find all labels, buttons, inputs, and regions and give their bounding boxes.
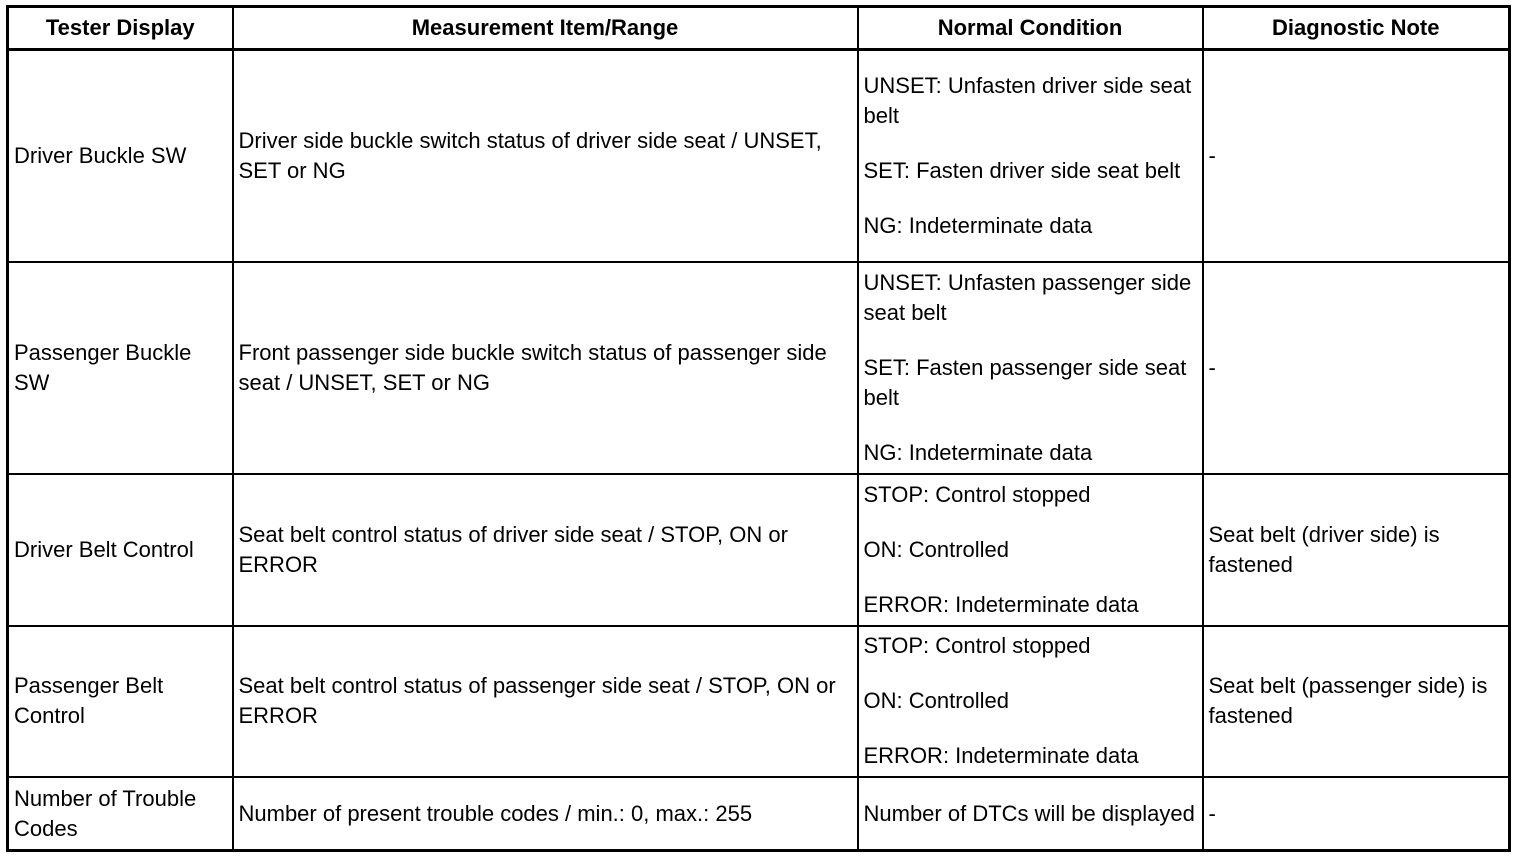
condition-line: UNSET: Unfasten passenger side seat belt	[863, 270, 1192, 326]
condition-line: SET: Fasten passenger side seat belt	[863, 355, 1187, 411]
table-row	[8, 262, 1510, 474]
header-measurement-item-range: Measurement Item/Range	[233, 7, 858, 50]
condition-line: UNSET: Unfasten driver side seat belt	[863, 73, 1192, 129]
table-row	[8, 626, 1510, 778]
condition-line: STOP: Control stopped	[863, 633, 1091, 659]
tester-display-cell: Passenger Belt Control	[8, 626, 233, 778]
table-row	[8, 474, 1510, 626]
header-diagnostic-note: Diagnostic Note	[1203, 7, 1510, 50]
header-row	[8, 7, 1510, 50]
diagnostic-note-cell: -	[1203, 50, 1510, 263]
tester-display-cell: Number of Trouble Codes	[8, 777, 233, 850]
diagnostic-note-cell: -	[1203, 262, 1510, 474]
tester-display-cell: Driver Buckle SW	[8, 50, 233, 263]
diagnostic-data-table	[6, 5, 1511, 852]
normal-condition-cell	[858, 777, 1203, 850]
normal-condition-cell	[858, 474, 1203, 626]
normal-condition-cell	[858, 262, 1203, 474]
header-tester-display: Tester Display	[8, 7, 233, 50]
condition-line: STOP: Control stopped	[863, 481, 1091, 507]
condition-line: ON: Controlled	[863, 688, 1010, 714]
normal-condition-cell	[858, 626, 1203, 778]
condition-line: SET: Fasten driver side seat belt	[863, 158, 1181, 184]
measurement-cell: Driver side buckle switch status of driver side seat / UNSET, SET or NG	[233, 50, 858, 263]
diagnostic-note-cell: -	[1203, 777, 1510, 850]
measurement-cell: Seat belt control status of passenger side seat / STOP, ON or ERROR	[233, 626, 858, 778]
condition-line: NG: Indeterminate data	[863, 213, 1093, 239]
normal-condition-cell	[858, 50, 1203, 263]
diagnostic-note-cell: Seat belt (driver side) is fastened	[1203, 474, 1510, 626]
condition-line: ON: Controlled	[863, 536, 1010, 562]
condition-line: ERROR: Indeterminate data	[863, 591, 1139, 617]
table-row	[8, 777, 1510, 850]
measurement-cell: Front passenger side buckle switch status of passenger side seat / UNSET, SET or NG	[233, 262, 858, 474]
header-normal-condition: Normal Condition	[858, 7, 1203, 50]
tester-display-cell: Driver Belt Control	[8, 474, 233, 626]
diagnostic-note-cell: Seat belt (passenger side) is fastened	[1203, 626, 1510, 778]
tester-display-cell: Passenger Buckle SW	[8, 262, 233, 474]
table-row	[8, 50, 1510, 263]
condition-line: Number of DTCs will be displayed	[863, 800, 1195, 826]
measurement-cell: Seat belt control status of driver side seat / STOP, ON or ERROR	[233, 474, 858, 626]
measurement-cell: Number of present trouble codes / min.: 0, max.: 255	[233, 777, 858, 850]
condition-line: NG: Indeterminate data	[863, 440, 1093, 466]
condition-line: ERROR: Indeterminate data	[863, 743, 1139, 769]
